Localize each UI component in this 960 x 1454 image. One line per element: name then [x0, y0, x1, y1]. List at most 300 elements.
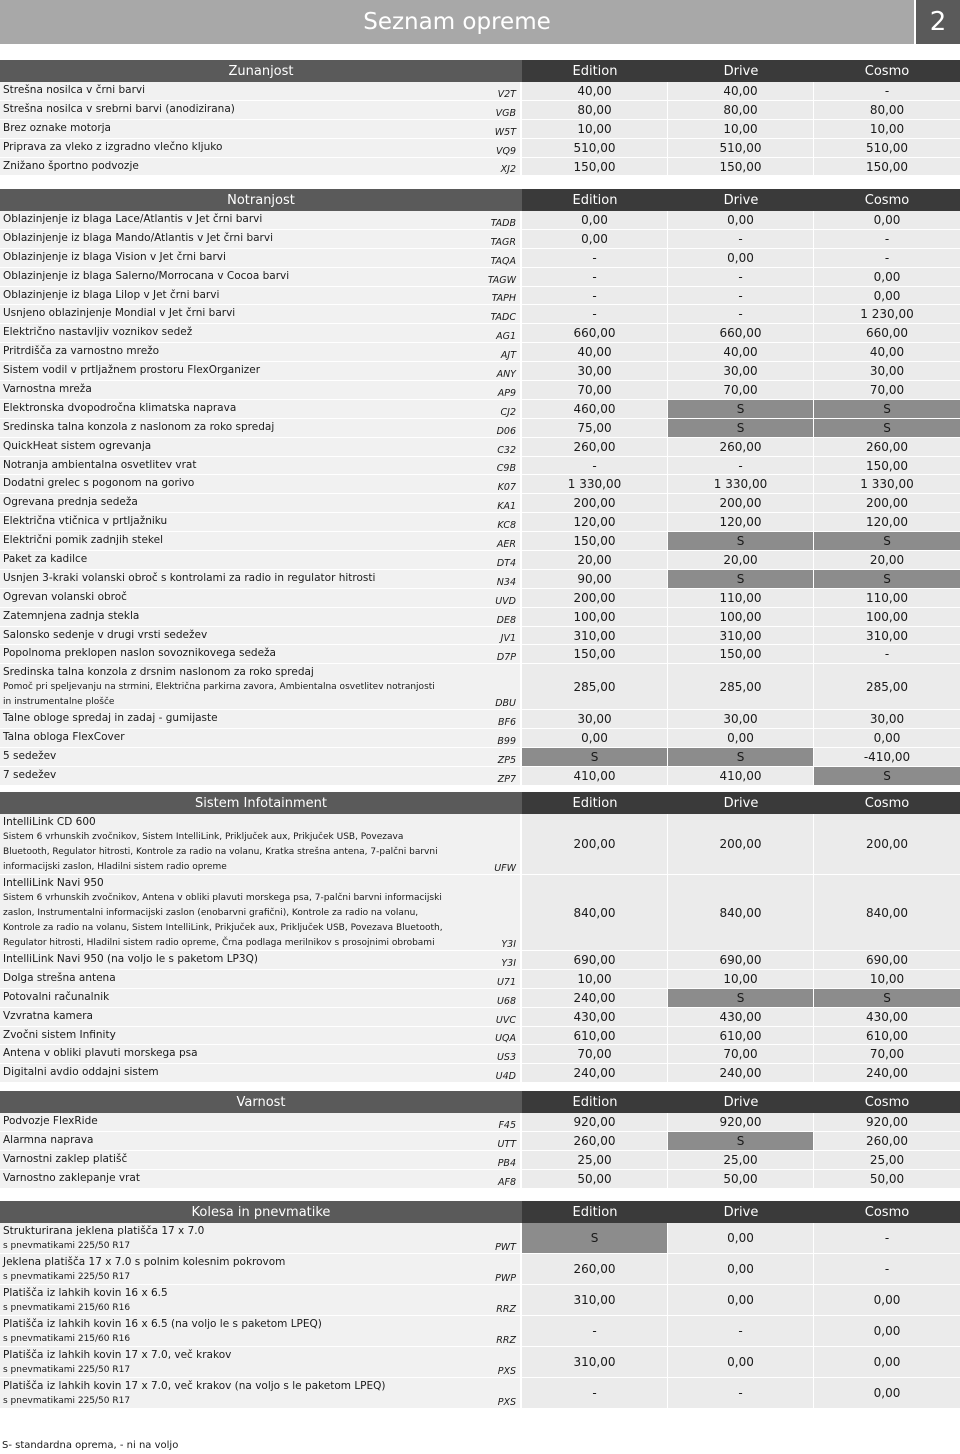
item-name: QuickHeat sistem ogrevanja	[3, 439, 152, 452]
price-cell: 20,00	[814, 551, 960, 569]
item-description: Pomoč pri speljevanju na strmini, Električna parkirna zavora, Ambientalna osvetlitev notranjosti	[3, 682, 435, 693]
price-cell: S	[814, 532, 960, 550]
price-cell: 260,00	[668, 438, 813, 456]
option-code: D7P	[496, 652, 516, 664]
price-cell: 1 230,00	[814, 305, 960, 323]
item-name: 7 sedežev	[3, 769, 57, 782]
price-cell: 150,00	[522, 532, 667, 550]
item-description: s pnevmatikami 225/50 R17	[3, 1241, 131, 1251]
price-cell: 660,00	[668, 324, 813, 342]
price-cell: 310,00	[522, 1347, 667, 1377]
table-row	[0, 532, 960, 551]
row-label-cell	[0, 532, 520, 550]
row-label-cell	[0, 951, 520, 969]
option-code: DE8	[496, 614, 516, 626]
item-name: Alarmna naprava	[3, 1133, 94, 1146]
option-code: C32	[497, 444, 516, 456]
item-description: Bluetooth, Regulator hitrosti, Kontrole za radio na volanu, Kratka strešna antena, 7-palčni barvni	[3, 847, 438, 857]
column-header: Drive	[668, 1091, 814, 1113]
price-cell: 0,00	[814, 1316, 960, 1346]
row-label-cell	[0, 710, 520, 728]
table-row	[0, 627, 960, 646]
price-cell: 200,00	[522, 814, 667, 874]
table-row	[0, 710, 960, 729]
table-row	[0, 570, 960, 589]
row-label-cell	[0, 120, 520, 138]
option-code: BF6	[497, 717, 516, 729]
price-cell: 10,00	[668, 120, 813, 138]
item-description: Sistem 6 vrhunskih zvočnikov, Sistem IntelliLink, Priključek aux, Prikjuček USB, Povezava	[3, 832, 404, 842]
item-name: Platišča iz lahkih kovin 17 x 7.0, več krakov	[3, 1349, 232, 1361]
column-header: Edition	[522, 1091, 668, 1113]
price-cell: 70,00	[814, 381, 960, 399]
title-bar	[0, 0, 960, 44]
table-row	[0, 268, 960, 287]
price-cell: 510,00	[522, 139, 667, 157]
price-cell: S	[814, 989, 960, 1007]
price-cell: 30,00	[522, 362, 667, 380]
option-code: D06	[496, 425, 516, 437]
price-cell: 10,00	[814, 970, 960, 988]
section-title: Varnost	[0, 1091, 522, 1113]
row-label-cell	[0, 513, 520, 531]
price-cell: 80,00	[814, 101, 960, 119]
price-cell: S	[668, 419, 813, 437]
option-code: UFW	[494, 863, 516, 874]
price-cell: 690,00	[522, 951, 667, 969]
table-row	[0, 1132, 960, 1151]
table-row	[0, 249, 960, 268]
price-cell: 10,00	[814, 120, 960, 138]
price-cell: 260,00	[814, 438, 960, 456]
price-cell: -	[668, 1378, 813, 1408]
price-cell: 0,00	[668, 1347, 813, 1377]
table-row	[0, 1347, 960, 1378]
price-cell: 50,00	[522, 1170, 667, 1188]
item-name: Zvočni sistem Infinity	[3, 1028, 116, 1041]
price-cell: 0,00	[522, 230, 667, 248]
table-row	[0, 970, 960, 989]
footnote: S- standardna oprema, - ni na voljo	[2, 1440, 179, 1451]
option-code: U4D	[495, 1071, 516, 1083]
price-cell: 1 330,00	[814, 475, 960, 493]
section-3	[0, 1091, 960, 1189]
row-label-cell	[0, 1170, 520, 1188]
row-label-cell	[0, 494, 520, 512]
option-code: TAGW	[487, 274, 516, 286]
price-cell: 610,00	[668, 1027, 813, 1045]
price-cell: S	[522, 748, 667, 766]
price-cell: 0,00	[668, 211, 813, 229]
price-cell: 690,00	[668, 951, 813, 969]
price-cell: 690,00	[814, 951, 960, 969]
table-row	[0, 1151, 960, 1170]
column-header: Cosmo	[814, 792, 960, 814]
table-row	[0, 1113, 960, 1132]
item-name: Sredinska talna konzola z naslonom za roko spredaj	[3, 420, 275, 433]
price-cell: 150,00	[814, 158, 960, 176]
item-description: s pnevmatikami 225/50 R17	[3, 1365, 131, 1375]
item-name: Ogrevan volanski obroč	[3, 590, 127, 603]
section-header	[0, 792, 960, 814]
option-code: PB4	[497, 1157, 516, 1169]
option-code: KA1	[497, 501, 516, 513]
item-description: s pnevmatikami 215/60 R16	[3, 1303, 131, 1313]
price-cell: 150,00	[522, 645, 667, 663]
price-cell: 260,00	[814, 1132, 960, 1150]
price-cell: 240,00	[522, 989, 667, 1007]
item-name: Platišča iz lahkih kovin 17 x 7.0, več krakov (na voljo s le paketom LPEQ)	[3, 1380, 386, 1392]
item-name: Salonsko sedenje v drugi vrsti sedežev	[3, 628, 208, 641]
price-cell: 0,00	[668, 1223, 813, 1253]
price-cell: -	[668, 230, 813, 248]
price-cell: 75,00	[522, 419, 667, 437]
item-name: Strešna nosilca v črni barvi	[3, 84, 146, 96]
column-header: Cosmo	[814, 1091, 960, 1113]
price-cell: 660,00	[522, 324, 667, 342]
item-name: Zatemnjena zadnja stekla	[3, 609, 140, 622]
price-cell: 25,00	[522, 1151, 667, 1169]
row-label-cell	[0, 158, 520, 176]
option-code: TAPH	[491, 293, 516, 305]
section-header	[0, 1091, 960, 1113]
item-name: Antena v obliki plavuti morskega psa	[3, 1047, 198, 1060]
price-cell: 10,00	[668, 970, 813, 988]
price-cell: S	[522, 1223, 667, 1253]
price-cell: 410,00	[668, 767, 813, 785]
price-cell: 310,00	[522, 627, 667, 645]
table-row	[0, 729, 960, 748]
column-header: Cosmo	[814, 1201, 960, 1223]
table-row	[0, 120, 960, 139]
price-cell: 30,00	[814, 710, 960, 728]
price-cell: 110,00	[814, 589, 960, 607]
option-code: TADC	[490, 312, 516, 324]
item-description: Regulator hitrosti, Hladilni sistem radio opreme, Črna podlaga merilnikov s prosojnimi obrobami	[3, 938, 435, 948]
price-cell: 100,00	[522, 608, 667, 626]
row-label-cell	[0, 400, 520, 418]
price-cell: 0,00	[668, 249, 813, 267]
table-row	[0, 1316, 960, 1347]
option-code: UQA	[495, 1033, 516, 1045]
price-cell: 120,00	[522, 513, 667, 531]
price-cell: -	[814, 82, 960, 100]
item-name: Strukturirana jeklena platišča 17 x 7.0	[3, 1225, 205, 1237]
price-cell: S	[814, 419, 960, 437]
option-code: ZP7	[497, 773, 516, 785]
row-label-cell	[0, 1113, 520, 1131]
price-cell: -	[814, 230, 960, 248]
table-row	[0, 1378, 960, 1409]
option-code: PXS	[497, 1397, 516, 1408]
price-cell: S	[668, 532, 813, 550]
price-cell: 120,00	[668, 513, 813, 531]
table-row	[0, 1254, 960, 1285]
table-row	[0, 139, 960, 158]
price-cell: 200,00	[668, 494, 813, 512]
table-row	[0, 513, 960, 532]
row-label-cell	[0, 767, 520, 785]
item-name: Strešna nosilca v srebrni barvi (anodizirana)	[3, 102, 235, 115]
price-cell: 80,00	[522, 101, 667, 119]
option-code: ZP5	[497, 755, 516, 767]
option-code: AER	[496, 539, 516, 551]
price-cell: -	[814, 645, 960, 663]
price-cell: S	[668, 400, 813, 418]
item-description: s pnevmatikami 225/50 R17	[3, 1396, 131, 1406]
price-cell: 200,00	[814, 494, 960, 512]
item-name: Sistem vodil v prtljažnem prostoru FlexOrganizer	[3, 364, 261, 377]
row-label-cell	[0, 438, 520, 456]
price-cell: 920,00	[522, 1113, 667, 1131]
price-cell: 100,00	[814, 608, 960, 626]
row-label-cell	[0, 101, 520, 119]
item-name: Talna obloga FlexCover	[3, 731, 125, 744]
price-cell: 150,00	[668, 158, 813, 176]
item-name: Dolga strešna antena	[3, 971, 116, 984]
item-name: Digitalni avdio oddajni sistem	[3, 1066, 159, 1079]
row-label-cell	[0, 324, 520, 342]
price-cell: 30,00	[668, 362, 813, 380]
price-cell: 0,00	[814, 729, 960, 747]
option-code: U71	[496, 976, 516, 988]
page-number: 2	[916, 0, 960, 44]
price-cell: 70,00	[668, 1045, 813, 1063]
row-label-cell	[0, 970, 520, 988]
option-code: K07	[497, 482, 516, 494]
table-row	[0, 608, 960, 627]
price-cell: -	[814, 1223, 960, 1253]
table-row	[0, 419, 960, 438]
table-row	[0, 381, 960, 400]
option-code: DBU	[495, 698, 516, 710]
table-row	[0, 475, 960, 494]
row-label-cell	[0, 362, 520, 380]
price-cell: 610,00	[522, 1027, 667, 1045]
row-label-cell	[0, 1254, 520, 1284]
price-cell: 430,00	[668, 1008, 813, 1026]
table-row	[0, 400, 960, 419]
item-name: Sredinska talna konzola z drsnim naslonom za roko spredaj	[3, 666, 314, 679]
option-code: Y3I	[501, 939, 516, 950]
item-name: Brez oznake motorja	[3, 121, 111, 134]
item-name: Usnjen 3-kraki volanski obroč s kontrolami za radio in regulator hitrosti	[3, 571, 376, 584]
row-label-cell	[0, 989, 520, 1007]
option-code: RRZ	[496, 1335, 516, 1346]
table-row	[0, 951, 960, 970]
price-cell: 70,00	[522, 1045, 667, 1063]
option-code: AF8	[497, 1176, 516, 1188]
table-row	[0, 767, 960, 786]
item-name: 5 sedežev	[3, 750, 57, 763]
price-cell: 150,00	[668, 645, 813, 663]
option-code: C9B	[496, 463, 516, 475]
price-cell: 840,00	[814, 875, 960, 950]
item-name: IntelliLink Navi 950 (na voljo le s paketom LP3Q)	[3, 953, 258, 965]
price-cell: 20,00	[668, 551, 813, 569]
option-code: RRZ	[496, 1304, 516, 1315]
column-header: Edition	[522, 60, 668, 82]
table-row	[0, 589, 960, 608]
section-header	[0, 1201, 960, 1223]
price-cell: 0,00	[814, 268, 960, 286]
item-name: Usnjeno oblazinjenje Mondial v Jet črni barvi	[3, 307, 236, 320]
option-code: V2T	[497, 88, 516, 100]
price-cell: 240,00	[522, 1064, 667, 1082]
row-label-cell	[0, 82, 520, 100]
item-name: IntelliLink CD 600	[3, 816, 96, 828]
item-name: Električna vtičnica v prtljažniku	[3, 515, 168, 528]
price-cell: -	[522, 249, 667, 267]
option-code: UVD	[495, 595, 516, 607]
table-row	[0, 287, 960, 306]
price-cell: 0,00	[668, 1285, 813, 1315]
row-label-cell	[0, 1045, 520, 1063]
table-row	[0, 664, 960, 710]
row-label-cell	[0, 1223, 520, 1253]
row-label-cell	[0, 1027, 520, 1045]
table-row	[0, 324, 960, 343]
price-cell: -	[814, 249, 960, 267]
price-cell: 0,00	[814, 287, 960, 305]
table-row	[0, 645, 960, 664]
item-name: Platišča iz lahkih kovin 16 x 6.5 (na voljo le s paketom LPEQ)	[3, 1318, 322, 1330]
table-row	[0, 1064, 960, 1083]
option-code: TADB	[490, 217, 516, 229]
item-description: s pnevmatikami 225/50 R17	[3, 1272, 131, 1282]
option-code: PWT	[495, 1242, 516, 1253]
row-label-cell	[0, 1064, 520, 1082]
price-cell: 25,00	[814, 1151, 960, 1169]
price-cell: 150,00	[522, 158, 667, 176]
column-header: Drive	[668, 1201, 814, 1223]
price-cell: 40,00	[668, 82, 813, 100]
row-label-cell	[0, 1285, 520, 1315]
price-cell: 1 330,00	[668, 475, 813, 493]
price-cell: 50,00	[668, 1170, 813, 1188]
price-cell: 0,00	[668, 729, 813, 747]
price-cell: S	[668, 570, 813, 588]
option-code: ANY	[496, 369, 516, 381]
row-label-cell	[0, 249, 520, 267]
item-description: Sistem 6 vrhunskih zvočnikov, Antena v obliki plavuti morskega psa, 7-palčni barvni informacijski	[3, 893, 442, 903]
price-cell: 40,00	[668, 343, 813, 361]
option-code: UVC	[495, 1014, 516, 1026]
price-cell: 0,00	[814, 1285, 960, 1315]
table-row	[0, 748, 960, 767]
section-0	[0, 60, 960, 176]
item-name: IntelliLink Navi 950	[3, 877, 104, 889]
price-cell: -410,00	[814, 748, 960, 766]
price-cell: 260,00	[522, 438, 667, 456]
price-cell: 200,00	[522, 494, 667, 512]
option-code: PWP	[495, 1273, 516, 1284]
option-code: PXS	[497, 1366, 516, 1377]
table-row	[0, 551, 960, 570]
section-title: Kolesa in pnevmatike	[0, 1201, 522, 1223]
row-label-cell	[0, 457, 520, 475]
price-cell: 0,00	[814, 1378, 960, 1408]
section-4	[0, 1201, 960, 1409]
item-name: Dodatni grelec s pogonom na gorivo	[3, 477, 195, 490]
option-code: AP9	[497, 387, 516, 399]
option-code: Y3I	[501, 957, 516, 969]
item-name: Električni pomik zadnjih stekel	[3, 534, 164, 547]
row-label-cell	[0, 814, 520, 874]
option-code: JV1	[500, 633, 516, 645]
row-label-cell	[0, 287, 520, 305]
price-cell: -	[668, 287, 813, 305]
price-cell: S	[814, 570, 960, 588]
item-name: Talne obloge spredaj in zadaj - gumijaste	[3, 712, 218, 725]
price-cell: 25,00	[668, 1151, 813, 1169]
price-cell: 310,00	[522, 1285, 667, 1315]
table-row	[0, 875, 960, 951]
price-cell: 0,00	[814, 211, 960, 229]
price-cell: 510,00	[668, 139, 813, 157]
table-row	[0, 1027, 960, 1046]
section-header	[0, 189, 960, 211]
row-label-cell	[0, 551, 520, 569]
table-row	[0, 814, 960, 875]
table-row	[0, 211, 960, 230]
price-cell: 285,00	[668, 664, 813, 709]
table-row	[0, 494, 960, 513]
table-row	[0, 230, 960, 249]
column-header: Edition	[522, 1201, 668, 1223]
table-row	[0, 457, 960, 476]
price-cell: 40,00	[814, 343, 960, 361]
price-cell: 30,00	[668, 710, 813, 728]
price-cell: S	[814, 400, 960, 418]
price-cell: 200,00	[522, 589, 667, 607]
column-header: Cosmo	[814, 189, 960, 211]
item-name: Varnostni zaklep platišč	[3, 1152, 128, 1165]
item-name: Elektronska dvopodročna klimatska naprava	[3, 401, 237, 414]
option-code: AJT	[500, 350, 516, 362]
price-cell: 260,00	[522, 1254, 667, 1284]
item-name: Oblazinjenje iz blaga Vision v Jet črni barvi	[3, 250, 226, 263]
price-cell: 240,00	[668, 1064, 813, 1082]
table-row	[0, 1045, 960, 1064]
row-label-cell	[0, 664, 520, 709]
section-header	[0, 60, 960, 82]
section-title: Notranjost	[0, 189, 522, 211]
row-label-cell	[0, 589, 520, 607]
column-header: Edition	[522, 189, 668, 211]
price-cell: 510,00	[814, 139, 960, 157]
row-label-cell	[0, 875, 520, 950]
price-cell: 660,00	[814, 324, 960, 342]
price-cell: 150,00	[814, 457, 960, 475]
price-cell: 50,00	[814, 1170, 960, 1188]
price-cell: 920,00	[814, 1113, 960, 1131]
table-row	[0, 158, 960, 177]
item-name: Oblazinjenje iz blaga Mando/Atlantis v Jet črni barvi	[3, 231, 273, 244]
price-cell: -	[522, 1316, 667, 1346]
price-cell: 40,00	[522, 82, 667, 100]
price-cell: -	[668, 457, 813, 475]
item-name: Vzvratna kamera	[3, 1009, 93, 1022]
item-name: Oblazinjenje iz blaga Lilop v Jet črni barvi	[3, 288, 220, 301]
price-cell: 70,00	[814, 1045, 960, 1063]
row-label-cell	[0, 343, 520, 361]
price-cell: 0,00	[668, 1254, 813, 1284]
option-code: TAQA	[490, 255, 516, 267]
price-cell: -	[522, 457, 667, 475]
option-code: DT4	[496, 557, 516, 569]
item-name: Varnostno zaklepanje vrat	[3, 1171, 140, 1184]
